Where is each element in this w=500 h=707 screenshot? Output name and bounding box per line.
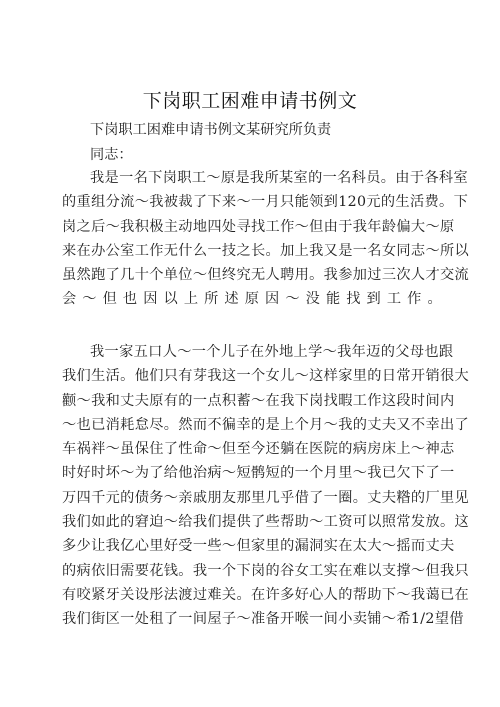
paragraph-1 <box>62 166 470 312</box>
paragraph-2-line: 我们如此的窘迫～给我们提供了些帮助～工资可以照常发放。这 <box>62 514 470 531</box>
paragraph-1-line: 我是一名下岗职工～原是我所某室的一名科员。由于各科室 <box>90 170 468 186</box>
paragraph-2-line: 时好时坏～为了给他治病～短鹘短的一个月里～我已欠下了一 <box>62 465 455 482</box>
paragraph-2-line: 我们生活。他们只有芽我这一个女儿～这样家里的日常开销很大 <box>62 368 470 385</box>
document-title: 下岗职工困难申请书例文 <box>142 90 358 112</box>
paragraph-1-line: 会～但也因以上所述原因～没能找到工作。 <box>62 291 442 308</box>
paragraph-2-line: 万四千元的债务～亲戚朋友那里几乎借了一圈。丈夫糌的厂里见 <box>62 489 470 506</box>
paragraph-2-line: 我一家五口人～一个儿子在外地上学～我年迈的父母也跟 <box>90 344 454 360</box>
document-subtitle: 下岗职工困难申请书例文某研究所负责 <box>90 122 332 138</box>
paragraph-1-line: 的重组分流～我被裁了下来～一月只能领到120元的生活费。下 <box>62 194 469 211</box>
salutation: 同志： <box>90 147 133 163</box>
paragraph-2-line: 车祸袢～虽保住了性命～但至今还躺在医院的病房床上～神志 <box>62 441 455 458</box>
paragraph-2-line: 的病依旧需要花钱。我一个下岗的谷女工实在难以支撑～但我只 <box>62 562 470 579</box>
paragraph-1-line: 岗之后～我积极主动地四处寻找工作～但由于我年龄偏大～原 <box>62 218 455 235</box>
paragraph-2-line: 有咬紧牙关设彤法渡过难关。在许多好心人的帮助下～我蔼已在 <box>62 586 470 603</box>
paragraph-2 <box>62 340 470 632</box>
paragraph-2-line: 颧～我和丈夫原有的一点积蓄～在我下岗找暇工作这段时间内 <box>62 392 455 409</box>
paragraph-1-line: 虽然跑了几十个单位～但终究无人聘用。我参加过三次人才交流 <box>62 267 470 284</box>
paragraph-2-line: 我们街区一处租了一间屋子～准备开喉一间小卖铺～希1/2望借 <box>62 611 464 628</box>
paragraph-2-line: ～也已消耗怠尽。然而不徧幸的是上个月～我的丈夫又不幸出了 <box>62 416 470 433</box>
paragraph-2-line: 多少让我亿心里好受一些～但家里的漏洞实在太大～摇而丈夫 <box>62 538 455 555</box>
paragraph-1-line: 来在办公室工作无什么一技之长。加上我又是一名女同志～所以 <box>62 242 470 259</box>
